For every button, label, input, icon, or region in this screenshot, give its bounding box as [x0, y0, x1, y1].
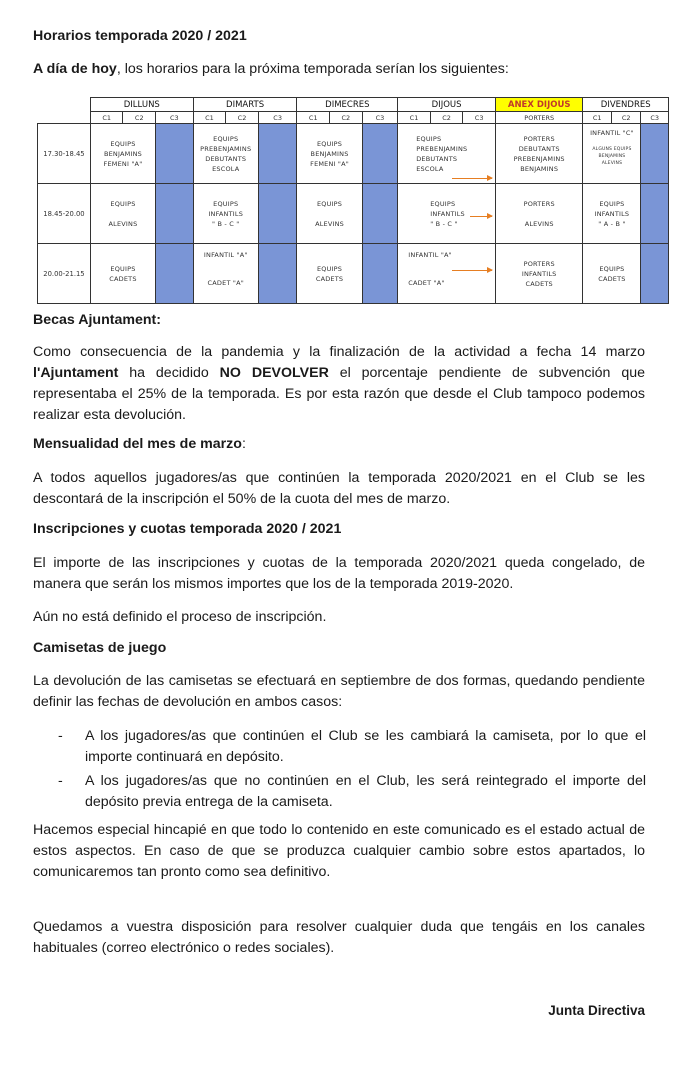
- court-label: C1: [398, 112, 431, 124]
- inscripciones-note: Aún no está definido el proceso de inscripción.: [33, 609, 327, 625]
- schedule-row: [38, 124, 669, 184]
- day-anex-dijous: ANEX DIJOUS: [495, 98, 583, 112]
- court-label: C2: [123, 112, 156, 124]
- slot-dimecres: EQUIPS BENJAMINS FEMENI "A": [297, 124, 362, 184]
- court-label: C1: [90, 112, 123, 124]
- slot-dijous: EQUIPS PREBENJAMINS DEBUTANTS ESCOLA: [398, 124, 496, 184]
- court-label: C3: [463, 112, 496, 124]
- slot-anex: PORTERS DEBUTANTS PREBENJAMINS BENJAMINS: [495, 124, 583, 184]
- inscripciones-paragraph: El importe de las inscripciones y cuotas de la temporada 2020/2021 queda congelado, de manera que serán los mismos importes que los de la temporada 2019-2020.: [33, 555, 645, 592]
- court-label: C2: [611, 112, 641, 124]
- slot-dijous: EQUIPS INFANTILS " B - C ": [398, 184, 496, 244]
- slot-dimecres: EQUIPS CADETS: [297, 244, 362, 304]
- court-label: C1: [193, 112, 226, 124]
- day-dimarts: DIMARTS: [193, 98, 297, 112]
- slot-anex: PORTERS INFANTILS CADETS: [495, 244, 583, 304]
- court-label: C1: [583, 112, 611, 124]
- court-label: C3: [258, 112, 297, 124]
- slot-divendres: INFANTIL "C" ALGUNS EQUIPS BENJAMINS ALEVINS: [583, 124, 641, 184]
- slot-dilluns: EQUIPS CADETS: [90, 244, 155, 304]
- camisetas-list: [58, 726, 646, 816]
- court3-slot: [156, 184, 194, 244]
- slot-dilluns: EQUIPS ALEVINS: [90, 184, 155, 244]
- slot-divendres: EQUIPS INFANTILS " A - B ": [583, 184, 641, 244]
- page-title: Horarios temporada 2020 / 2021: [33, 28, 247, 44]
- court3-slot: [156, 244, 194, 304]
- arrow-icon: [452, 178, 492, 179]
- list-item: - A los jugadores/as que no continúen en el Club, les será reintegrado el importe del depósito previa entrega de la camiseta.: [58, 771, 646, 813]
- slot-divendres: EQUIPS CADETS: [583, 244, 641, 304]
- day-dijous: DIJOUS: [398, 98, 496, 112]
- court3-slot: [258, 244, 297, 304]
- arrow-icon: [452, 270, 492, 271]
- time-slot: 18.45-20.00: [38, 184, 91, 244]
- court-label: C2: [430, 112, 463, 124]
- court3-slot: [156, 124, 194, 184]
- court3-slot: [641, 184, 669, 244]
- intro-rest: , los horarios para la próxima temporada serían los siguientes:: [116, 61, 509, 77]
- schedule-table: [37, 97, 669, 304]
- slot-dijous: INFANTIL "A" CADET "A": [398, 244, 496, 304]
- court-label: C3: [156, 112, 194, 124]
- court3-slot: [258, 124, 297, 184]
- schedule-row: [38, 184, 669, 244]
- court-label: C2: [330, 112, 363, 124]
- court3-slot: [258, 184, 297, 244]
- arrow-icon: [470, 216, 492, 217]
- court-label: C2: [226, 112, 259, 124]
- court3-slot: [362, 184, 398, 244]
- slot-anex: PORTERS ALEVINS: [495, 184, 583, 244]
- slot-dimarts: EQUIPS PREBENJAMINS DEBUTANTS ESCOLA: [193, 124, 258, 184]
- slot-dilluns: EQUIPS BENJAMINS FEMENI "A": [90, 124, 155, 184]
- court-label: C3: [362, 112, 398, 124]
- contact-paragraph: Quedamos a vuestra disposición para resolver cualquier duda que tengáis en los canales habituales (correo electrónico o redes sociales).: [33, 919, 645, 956]
- slot-dimarts: INFANTIL "A" CADET "A": [193, 244, 258, 304]
- camisetas-paragraph: La devolución de las camisetas se efectuará en septiembre de dos formas, quedando pendiente definir las fechas de devolución en ambos casos:: [33, 673, 645, 710]
- list-item: - A los jugadores/as que continúen el Club se les cambiará la camiseta, por lo que el importe continuará en depósito.: [58, 726, 646, 768]
- schedule-row: [38, 244, 669, 304]
- day-dilluns: DILLUNS: [90, 98, 193, 112]
- inscripciones-heading: Inscripciones y cuotas temporada 2020 / 2021: [33, 521, 342, 537]
- intro-text: [33, 59, 645, 80]
- court-label: C1: [297, 112, 330, 124]
- signature: Junta Directiva: [548, 1003, 645, 1018]
- closing-paragraph: Hacemos especial hincapié en que todo lo contenido en este comunicado es el estado actual de estos aspectos. En caso de que se produzca cualquier cambio sobre estos apartados, lo comunicaremos tan pronto como sea definitivo.: [33, 822, 645, 880]
- slot-dimecres: EQUIPS ALEVINS: [297, 184, 362, 244]
- anex-subheader: PORTERS: [495, 112, 583, 124]
- court3-slot: [362, 124, 398, 184]
- court3-slot: [641, 244, 669, 304]
- becas-heading: Becas Ajuntament:: [33, 312, 161, 328]
- mensualidad-heading: Mensualidad del mes de marzo:: [33, 436, 246, 452]
- day-divendres: DIVENDRES: [583, 98, 669, 112]
- court3-slot: [362, 244, 398, 304]
- intro-bold: A día de hoy: [33, 61, 117, 77]
- mensualidad-paragraph: A todos aquellos jugadores/as que continúen la temporada 2020/2021 en el Club se les descontará de la inscripción el 50% de la cuota del mes de marzo.: [33, 470, 645, 507]
- day-dimecres: DIMECRES: [297, 98, 398, 112]
- becas-paragraph: Como consecuencia de la pandemia y la finalización de la actividad a fecha 14 marzo l'Ajuntament ha decidido NO DEVOLVER el porcentaje pendiente de subvención que representaba el 25% de la temporada. Es por esta razón que desde el Club tampoco podemos realizar esta devolución.: [33, 344, 645, 423]
- court3-slot: [641, 124, 669, 184]
- court-label: C3: [641, 112, 669, 124]
- time-slot: 17.30-18.45: [38, 124, 91, 184]
- slot-dimarts: EQUIPS INFANTILS " B - C ": [193, 184, 258, 244]
- camisetas-heading: Camisetas de juego: [33, 640, 167, 656]
- time-slot: 20.00-21.15: [38, 244, 91, 304]
